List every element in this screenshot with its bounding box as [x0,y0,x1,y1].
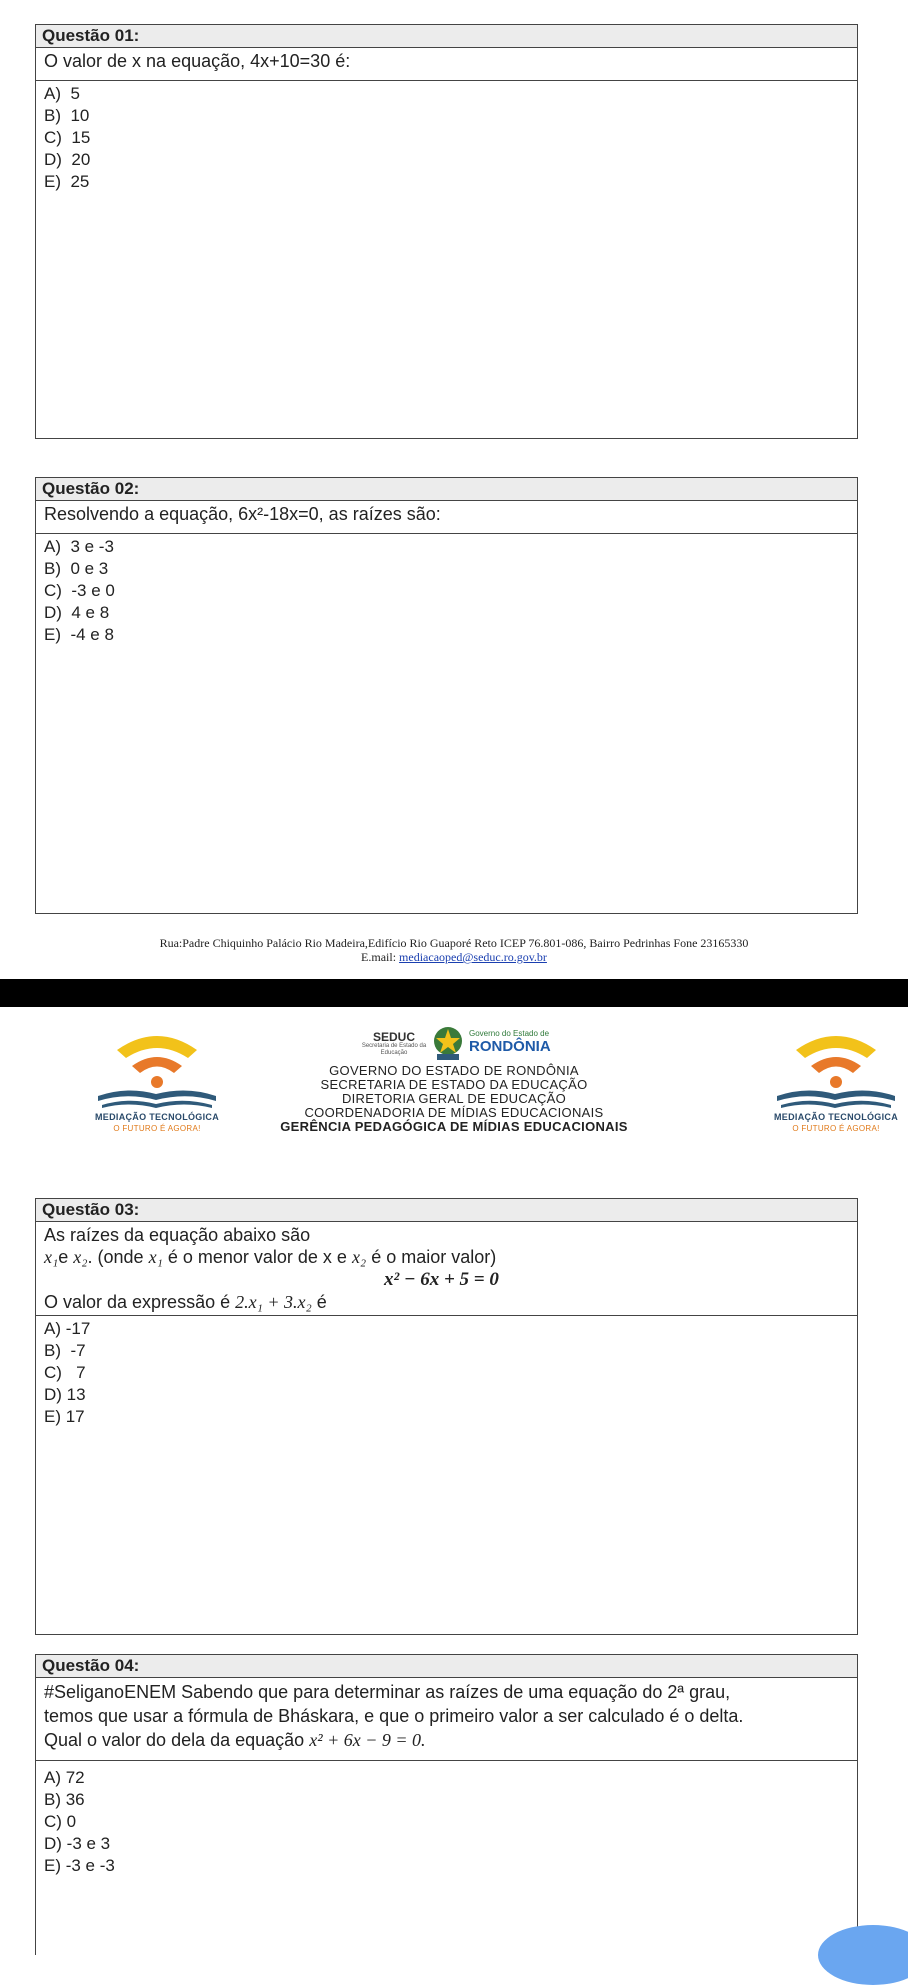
state-name: RONDÔNIA [469,1038,551,1055]
rondonia-brand [469,1029,559,1055]
options-list [36,534,857,648]
seduc-title: SEDUC [372,1030,415,1044]
option-e: E) -3 e -3 [44,1856,115,1875]
option-d: D) 13 [44,1385,86,1404]
x1-symbol: x₁ [44,1247,59,1267]
expression-prefix: O valor da expressão é [44,1292,236,1312]
question-statement: Resolvendo a equação, 6x²-18x=0, as raízes são: [36,501,857,534]
seduc-subtitle: Secretaria de Estado da Educação [361,1043,427,1056]
seduc-rondonia-brand [230,1020,678,1064]
options-list [36,81,857,195]
header-lines [230,1064,678,1134]
expression: 2.x₁ + 3.x₂ [235,1292,312,1312]
question-statement [36,1678,857,1761]
footer-email-link[interactable]: mediacaoped@seduc.ro.gov.br [399,950,547,964]
seduc-brand [360,1031,428,1057]
statement-line-2: temos que usar a fórmula de Bháskara, e que o primeiro valor a ser calculado é o delta. [44,1706,744,1726]
x2-symbol-ref: x₂ [351,1247,367,1267]
logo-title: MEDIAÇÃO TECNOLÓGICA [774,1112,898,1122]
header-line-4: COORDENADORIA DE MÍDIAS EDUCACIONAIS [304,1105,604,1120]
document-header [0,1020,908,1170]
statement-line-3-text: Qual o valor do dela da equação [44,1730,310,1750]
option-a: A) -17 [44,1319,91,1338]
options-list [36,1316,857,1430]
option-e: E) 25 [44,172,90,191]
option-d: D) 4 e 8 [44,603,110,622]
option-c: C) -3 e 0 [44,581,115,600]
question-title: Questão 04: [36,1655,857,1678]
question-statement [36,1222,857,1316]
footer-address: Rua:Padre Chiquinho Palácio Rio Madeira,Edifício Rio Guaporé Reto ICEP 76.801-086, Bairro Pedrinhas Fone 23165330 [159,936,749,950]
logo-slogan: O FUTURO É AGORA! [113,1124,201,1133]
x2-symbol: x₂ [73,1247,88,1267]
header-line-2: SECRETARIA DE ESTADO DA EDUCAÇÃO [320,1077,588,1092]
statement-line-2 [44,1246,849,1268]
mediacao-logo-right [771,1028,901,1138]
page-footer [0,936,908,964]
question-title: Questão 02: [36,478,857,501]
equation [44,1268,849,1291]
gov-label: Governo do Estado de [469,1029,550,1038]
book-wifi-icon [92,1028,222,1110]
statement-min: é o menor valor de x e [162,1247,352,1267]
question-1 [35,24,858,439]
question-title: Questão 01: [36,25,857,48]
statement-line-1: #SeliganoENEM Sabendo que para determinar as raízes de uma equação do 2ª grau, [44,1682,731,1702]
option-d: D) -3 e 3 [44,1834,111,1853]
header-line-5: GERÊNCIA PEDAGÓGICA DE MÍDIAS EDUCACIONAIS [280,1119,628,1134]
state-coat-of-arms-icon [431,1024,465,1062]
option-a: A) 72 [44,1768,85,1787]
e-word: e [58,1247,69,1267]
equation-text: x² + 6x − 9 = 0. [309,1730,426,1750]
footer-email-line [0,950,908,964]
statement-where: . (onde [87,1247,149,1267]
option-a: A) 5 [44,84,80,103]
book-wifi-icon [771,1028,901,1110]
option-a: A) 3 e -3 [44,537,114,556]
options-list [36,1761,857,1879]
expression-line [44,1291,849,1313]
statement-line-1: As raízes da equação abaixo são [44,1225,311,1245]
header-center [230,1020,678,1134]
option-b: B) 10 [44,106,90,125]
x1-symbol-ref: x₁ [148,1247,163,1267]
logo-slogan: O FUTURO É AGORA! [792,1124,880,1133]
option-b: B) -7 [44,1341,86,1360]
question-4 [35,1654,858,1955]
statement-max: é o maior valor) [366,1247,497,1267]
option-e: E) 17 [44,1407,85,1426]
expression-suffix: é [311,1292,327,1312]
page-separator-band [0,979,908,1007]
question-2 [35,477,858,914]
option-b: B) 0 e 3 [44,559,109,578]
statement-line-3 [44,1728,849,1752]
option-c: C) 7 [44,1363,86,1382]
option-d: D) 20 [44,150,91,169]
option-c: C) 0 [44,1812,77,1831]
question-title: Questão 03: [36,1199,857,1222]
option-e: E) -4 e 8 [44,625,114,644]
option-c: C) 15 [44,128,91,147]
footer-email-label: E.mail: [361,950,400,964]
question-statement: O valor de x na equação, 4x+10=30 é: [36,48,857,81]
logo-title: MEDIAÇÃO TECNOLÓGICA [95,1112,219,1122]
equation-text: x² − 6x + 5 = 0 [384,1269,499,1290]
question-3 [35,1198,858,1635]
option-b: B) 36 [44,1790,85,1809]
header-line-1: GOVERNO DO ESTADO DE RONDÔNIA [329,1063,579,1078]
corner-decoration [818,1925,908,1985]
header-line-3: DIRETORIA GERAL DE EDUCAÇÃO [341,1091,567,1106]
mediacao-logo-left [92,1028,222,1138]
